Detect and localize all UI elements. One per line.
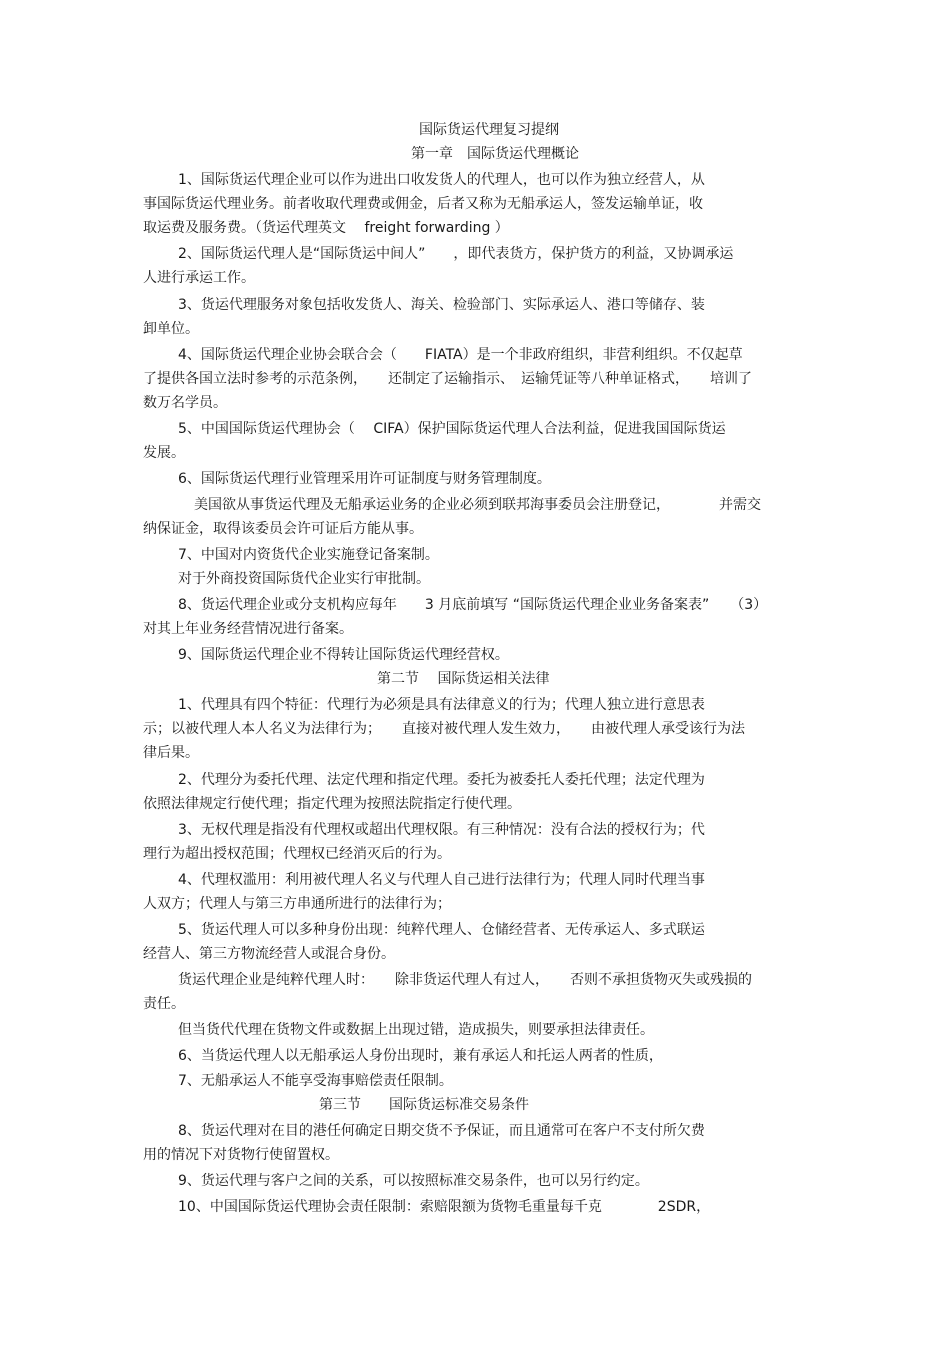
text-line: 依照法律规定行使代理；指定代理为按照法院指定行使代理。 [143,796,521,812]
text-line: 数万名学员。 [143,395,227,411]
text-line: 取运费及服务费。（货运代理英文 freight forwarding ） [143,220,509,236]
text-line: 9、货运代理与客户之间的关系，可以按照标准交易条件，也可以另行约定。 [178,1173,649,1189]
text-line: 用的情况下对货物行使留置权。 [143,1147,339,1163]
text-line: 6、国际货运代理行业管理采用许可证制度与财务管理制度。 [178,471,551,487]
text-line: 10、中国国际货运代理协会责任限制：索赔限额为货物毛重量每千克 2SDR， [178,1199,711,1215]
text-line: 9、国际货运代理企业不得转让国际货运代理经营权。 [178,647,509,663]
text-line: 3、无权代理是指没有代理权或超出代理权限。有三种情况：没有合法的授权行为；代 [178,822,705,838]
text-line: 人进行承运工作。 [143,270,255,286]
text-line: 人双方；代理人与第三方串通所进行的法律行为； [143,896,451,912]
text-line: 发展。 [143,445,185,461]
text-line: 6、当货运代理人以无船承运人身份出现时，兼有承运人和托运人两者的性质， [178,1048,663,1064]
text-line: 7、无船承运人不能享受海事赔偿责任限制。 [178,1073,453,1089]
text-line: 4、代理权滥用：利用被代理人名义与代理人自己进行法律行为；代理人同时代理当事 [178,872,705,888]
text-line: 1、代理具有四个特征：代理行为必须是具有法律意义的行为；代理人独立进行意思表 [178,697,705,713]
text-line: 8、货运代理对在目的港任何确定日期交货不予保证，而且通常可在客户不支付所欠费 [178,1123,705,1139]
text-line: 但当货代代理在货物文件或数据上出现过错，造成损失，则要承担法律责任。 [178,1022,654,1038]
text-line: 经营人、第三方物流经营人或混合身份。 [143,946,395,962]
section-heading: 第三节 国际货运标准交易条件 [319,1097,529,1113]
section-heading: 第二节 国际货运相关法律 [377,671,550,687]
text-line: 了提供各国立法时参考的示范条例， 还制定了运输指示、 运输凭证等八种单证格式， 培训了 [143,371,752,387]
text-line: 7、中国对内资货代企业实施登记备案制。 [178,547,439,563]
text-line: 1、国际货运代理企业可以作为进出口收发货人的代理人，也可以作为独立经营人，从 [178,172,705,188]
text-line: 事国际货运代理业务。前者收取代理费或佣金，后者又称为无船承运人，签发运输单证，收 [143,196,703,212]
text-line: 4、国际货运代理企业协会联合会（ FIATA）是一个非政府组织，非营利组织。不仅起草 [178,347,743,363]
text-line: 律后果。 [143,745,199,761]
text-line: 3、货运代理服务对象包括收发货人、海关、检验部门、实际承运人、港口等储存、装 [178,297,705,313]
text-line: 货运代理企业是纯粹代理人时： 除非货运代理人有过人， 否则不承担货物灭失或残损的 [178,972,752,988]
text-line: 美国欲从事货运代理及无船承运业务的企业必须到联邦海事委员会注册登记， 并需交 [194,497,761,513]
document-title: 国际货运代理复习提纲 [419,122,559,138]
text-line: 5、货运代理人可以多种身份出现：纯粹代理人、仓储经营者、无传承运人、多式联运 [178,922,705,938]
chapter-heading: 第一章 国际货运代理概论 [411,146,579,162]
text-line: 5、中国国际货运代理协会（ CIFA）保护国际货运代理人合法利益，促进我国国际货运 [178,421,726,437]
text-line: 8、货运代理企业或分支机构应每年 3 月底前填写 “国际货运代理企业业务备案表” （3） [178,597,768,613]
text-line: 对其上年业务经营情况进行备案。 [143,621,353,637]
text-line: 2、国际货运代理人是“国际货运中间人” ，即代表货方，保护货方的利益，又协调承运 [178,246,734,262]
text-line: 纳保证金，取得该委员会许可证后方能从事。 [143,521,423,537]
text-line: 卸单位。 [143,321,199,337]
text-line: 责任。 [143,996,185,1012]
text-line: 示；以被代理人本人名义为法律行为； 直接对被代理人发生效力， 由被代理人承受该行为法 [143,721,745,737]
text-line: 2、代理分为委托代理、法定代理和指定代理。委托为被委托人委托代理；法定代理为 [178,772,705,788]
text-line: 对于外商投资国际货代企业实行审批制。 [178,571,430,587]
text-line: 理行为超出授权范围；代理权已经消灭后的行为。 [143,846,451,862]
